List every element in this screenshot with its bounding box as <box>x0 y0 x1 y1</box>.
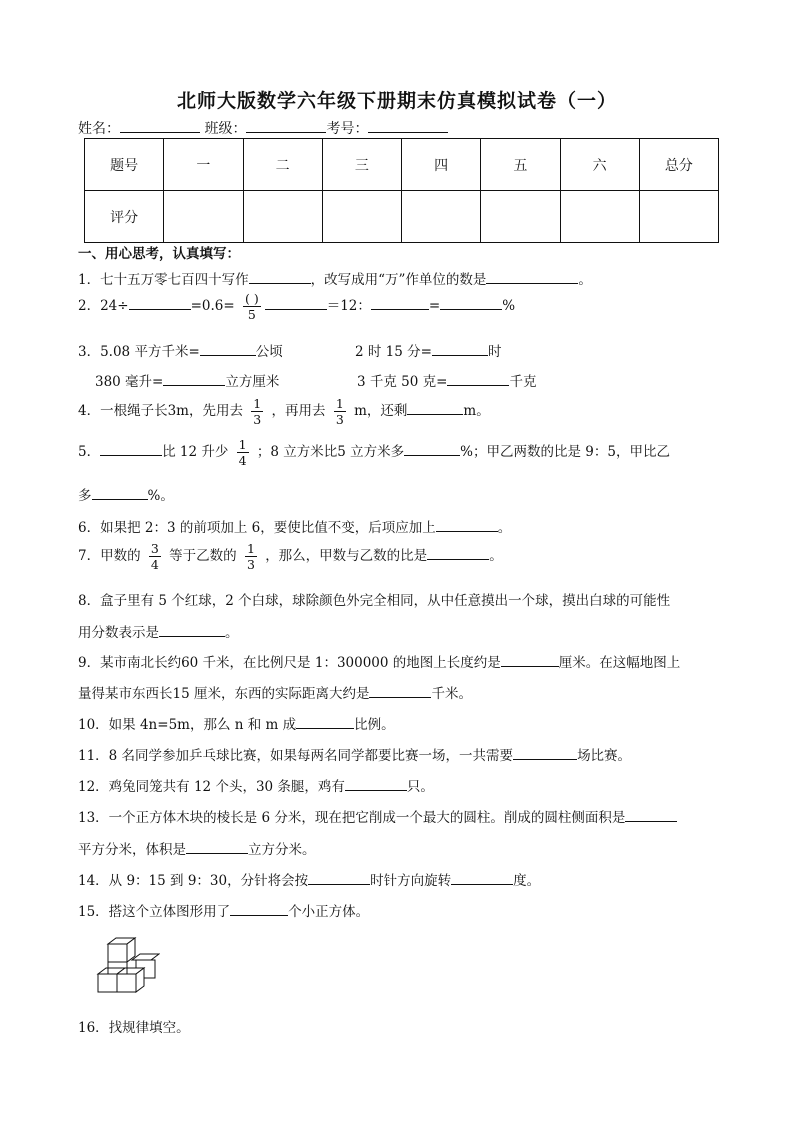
q2-text: = <box>428 298 441 315</box>
score-row <box>85 191 719 243</box>
q4-text: m。 <box>463 403 490 420</box>
cube-face <box>98 974 117 992</box>
q1-text: ，改写成用“万”作单位的数是 <box>310 272 487 288</box>
q9-text: 9．某市南北长约60 千米，在比例尺是 1：300000 的地图上长度约是 <box>78 655 501 671</box>
answer-blank[interactable] <box>451 870 513 885</box>
q3-text: 2 时 15 分= <box>355 344 432 360</box>
q3-text: 公顷 <box>255 344 283 360</box>
class-blank[interactable] <box>246 118 326 133</box>
q7-text: 等于乙数的 <box>169 548 237 565</box>
fraction <box>149 542 161 571</box>
score-header-cell: 三 <box>322 139 401 191</box>
score-header-cell: 总分 <box>639 139 718 191</box>
score-row-label: 评分 <box>85 191 164 243</box>
answer-blank[interactable] <box>432 341 488 356</box>
q3-text: 立方厘米 <box>225 374 280 390</box>
fraction-numerator: ( ) <box>244 291 259 306</box>
q10-text: 比例。 <box>354 717 395 733</box>
q15-text: 15．搭这个立体图形用了 <box>78 904 231 920</box>
q1-text: 。 <box>578 272 592 288</box>
cube-face <box>117 974 136 992</box>
answer-blank[interactable] <box>249 269 311 284</box>
id-label: 考号： <box>326 121 369 137</box>
q9-text: 千米。 <box>431 686 472 702</box>
answer-blank[interactable] <box>436 517 498 532</box>
question-8: 8．盒子里有 5 个红球，2 个白球，球除颜色外完全相同，从中任意摸出一个球，摸出白球的可能性 <box>78 593 671 609</box>
question-11 <box>78 744 631 764</box>
q8-text: 。 <box>225 625 239 641</box>
q3-text: 3 千克 50 克= <box>357 374 448 390</box>
q14-text: 度。 <box>513 873 541 889</box>
q14-text: 时针方向旋转 <box>370 873 452 889</box>
answer-blank[interactable] <box>345 776 407 791</box>
q12-text: 12．鸡兔同笼共有 12 个头，30 条腿，鸡有 <box>78 779 345 795</box>
q8-text: 用分数表示是 <box>78 625 159 641</box>
class-label: 班级： <box>204 121 247 137</box>
q5-text: 5． <box>78 444 101 461</box>
score-cell[interactable] <box>322 191 401 243</box>
score-cell[interactable] <box>639 191 718 243</box>
q5-text: 多 <box>78 488 92 504</box>
question-3-part-c <box>95 370 279 390</box>
question-7 <box>78 542 503 571</box>
q5-text: 比 12 升少 <box>162 444 229 461</box>
section-heading: 一、用心思考，认真填写： <box>78 246 240 262</box>
q12-text: 只。 <box>406 779 434 795</box>
question-2 <box>78 292 515 321</box>
answer-blank[interactable] <box>513 745 577 760</box>
student-info-line <box>78 118 448 138</box>
question-15 <box>78 900 369 920</box>
fraction-numerator: 3 <box>150 541 159 556</box>
answer-blank[interactable] <box>427 545 489 560</box>
cube-face <box>132 954 159 960</box>
fraction-denominator: 3 <box>246 557 255 573</box>
q1-text: 1．七十五万零七百四十写作 <box>78 272 249 288</box>
question-12 <box>78 775 434 795</box>
q3-text: 380 毫升= <box>95 374 164 390</box>
q10-text: 10．如果 4n=5m，那么 n 和 m 成 <box>78 717 297 733</box>
answer-blank[interactable] <box>404 441 460 456</box>
fraction-numerator: 1 <box>238 437 247 452</box>
q4-text: ，再用去 <box>271 403 326 420</box>
q13-text: 平方分米，体积是 <box>78 842 186 858</box>
question-6 <box>78 516 511 536</box>
fraction-numerator: 1 <box>253 396 262 411</box>
q11-text: 场比赛。 <box>577 748 632 764</box>
answer-blank[interactable] <box>230 901 288 916</box>
fraction-denominator: 4 <box>238 453 247 469</box>
score-cell[interactable] <box>481 191 560 243</box>
cube-face <box>108 944 127 962</box>
q15-text: 个小正方体。 <box>288 904 370 920</box>
score-header-cell: 六 <box>560 139 639 191</box>
q7-text: 7．甲数的 <box>78 548 141 565</box>
fraction-denominator: 3 <box>335 412 344 428</box>
q2-text: =0.6= <box>190 298 235 315</box>
answer-blank[interactable] <box>625 807 677 822</box>
question-14 <box>78 869 540 889</box>
q6-text: 。 <box>497 520 512 536</box>
q5-text: ；8 立方米比5 立方米多 <box>256 444 405 461</box>
score-cell[interactable] <box>560 191 639 243</box>
id-blank[interactable] <box>368 118 448 133</box>
fraction-numerator: 1 <box>246 541 255 556</box>
fraction <box>243 292 261 321</box>
answer-blank[interactable] <box>447 371 509 386</box>
question-9-line-2 <box>78 682 472 702</box>
question-3-part-d <box>357 370 536 390</box>
fraction <box>237 438 249 467</box>
score-cell[interactable] <box>402 191 481 243</box>
exam-title: 北师大版数学六年级下册期末仿真模拟试卷（一） <box>176 90 617 112</box>
answer-blank[interactable] <box>308 870 370 885</box>
answer-blank[interactable] <box>369 683 431 698</box>
q14-text: 14．从 9：15 到 9：30，分针将会按 <box>78 873 309 889</box>
score-cell[interactable] <box>243 191 322 243</box>
answer-blank[interactable] <box>371 295 429 310</box>
q4-text: 4．一根绳子长3m，先用去 <box>78 403 243 420</box>
q11-text: 11．8 名同学参加乒乓球比赛，如果每两名同学都要比赛一场，一共需要 <box>78 748 514 764</box>
answer-blank[interactable] <box>163 371 225 386</box>
answer-blank[interactable] <box>186 839 248 854</box>
fraction <box>334 397 346 426</box>
question-10 <box>78 713 395 733</box>
q13-text: 13．一个正方体木块的棱长是 6 分米，现在把它削成一个最大的圆柱。削成的圆柱侧面积是 <box>78 810 626 826</box>
question-4 <box>78 397 490 426</box>
fraction <box>251 397 263 426</box>
q7-text: 。 <box>489 548 503 565</box>
q5-text: %。 <box>147 488 174 504</box>
score-table <box>84 138 719 243</box>
q7-text: ，那么，甲数与乙数的比是 <box>265 548 428 565</box>
answer-blank[interactable] <box>265 295 327 310</box>
cube-stack-figure <box>94 936 160 998</box>
answer-blank[interactable] <box>100 441 162 456</box>
name-label: 姓名： <box>78 121 120 137</box>
name-blank[interactable] <box>120 118 200 133</box>
answer-blank[interactable] <box>501 652 559 667</box>
question-8-line-2 <box>78 621 239 641</box>
q2-text: 2．24÷ <box>78 298 129 315</box>
q6-text: 6．如果把 2：3 的前项加上 6，要使比值不变，后项应加上 <box>78 520 436 536</box>
score-header-cell: 题号 <box>85 139 164 191</box>
question-16: 16．找规律填空。 <box>78 1020 190 1036</box>
answer-blank[interactable] <box>486 269 578 284</box>
answer-blank[interactable] <box>129 295 191 310</box>
question-5 <box>78 438 670 467</box>
fraction-denominator: 5 <box>247 307 256 323</box>
score-header-cell: 四 <box>402 139 481 191</box>
fraction-denominator: 3 <box>253 412 262 428</box>
q2-text: % <box>502 298 516 315</box>
answer-blank[interactable] <box>407 400 463 415</box>
q9-text: 厘米。在这幅地图上 <box>558 655 681 671</box>
fraction <box>245 542 257 571</box>
question-13-line-2 <box>78 838 316 858</box>
score-header-cell: 一 <box>164 139 243 191</box>
answer-blank[interactable] <box>200 341 256 356</box>
question-1 <box>78 268 592 288</box>
score-cell[interactable] <box>164 191 243 243</box>
q4-text: m，还剩 <box>354 403 408 420</box>
q3-text: 时 <box>487 344 502 360</box>
q9-text: 量得某市东西长15 厘米，东西的实际距离大约是 <box>78 686 370 702</box>
score-header-cell: 二 <box>243 139 322 191</box>
fraction-numerator: 1 <box>335 396 344 411</box>
q13-text: 立方分米。 <box>248 842 316 858</box>
q3-text: 千克 <box>509 374 537 390</box>
question-5-line-2 <box>78 484 174 504</box>
answer-blank[interactable] <box>92 485 148 500</box>
answer-blank[interactable] <box>440 295 502 310</box>
fraction-denominator: 4 <box>150 557 159 573</box>
question-3-part-b <box>355 340 501 360</box>
q2-text: ＝12： <box>326 298 371 315</box>
q3-text: 3．5.08 平方千米= <box>78 344 200 360</box>
q5-text: %；甲乙两数的比是 9：5，甲比乙 <box>460 444 670 461</box>
question-3 <box>78 340 283 360</box>
question-9 <box>78 651 680 671</box>
answer-blank[interactable] <box>159 622 225 637</box>
question-13 <box>78 806 677 826</box>
score-header-row <box>85 139 719 191</box>
answer-blank[interactable] <box>296 714 354 729</box>
score-header-cell: 五 <box>481 139 560 191</box>
